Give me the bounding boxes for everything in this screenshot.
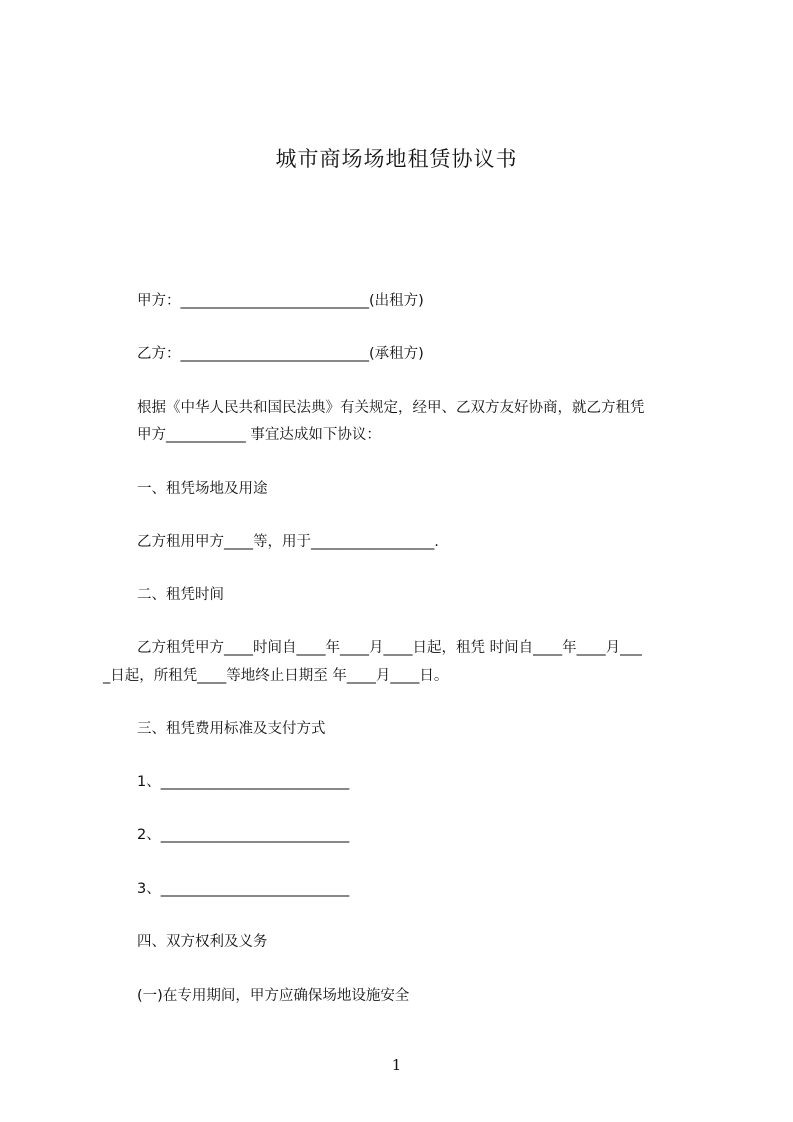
section-4-heading: 四、双方权利及义务	[137, 934, 268, 950]
section-2-text-line-1: 乙方租凭甲方____时间自____年____月____日起，租凭 时间自____年____月___	[137, 640, 642, 656]
party-b-line: 乙方：__________________________(承租方)	[137, 346, 424, 362]
section-1-heading: 一、租凭场地及用途	[137, 481, 268, 497]
section-2-heading: 二、租凭时间	[137, 587, 224, 603]
section-3-heading: 三、租凭费用标准及支付方式	[137, 721, 326, 737]
section-1-text: 乙方租用甲方____等，用于_________________.	[137, 534, 439, 550]
party-a-line: 甲方：__________________________(出租方)	[137, 293, 424, 309]
section-2-text-line-2: _日起，所租凭____等地终止日期至 年____月____日。	[103, 668, 449, 684]
section-3-item-1: 1、__________________________	[137, 774, 350, 790]
document-title: 城市商场场地租赁协议书	[275, 147, 518, 171]
section-4-item-1: (一)在专用期间，甲方应确保场地设施安全	[137, 988, 410, 1004]
section-3-item-2: 2、__________________________	[137, 827, 350, 843]
page-number: 1	[391, 1056, 402, 1074]
preamble-line-2: 甲方___________ 事宜达成如下协议：	[137, 427, 381, 443]
preamble-line-1: 根据《中华人民共和国民法典》有关规定，经甲、乙双方友好协商，就乙方租凭	[137, 400, 645, 416]
section-3-item-3: 3、__________________________	[137, 881, 350, 897]
